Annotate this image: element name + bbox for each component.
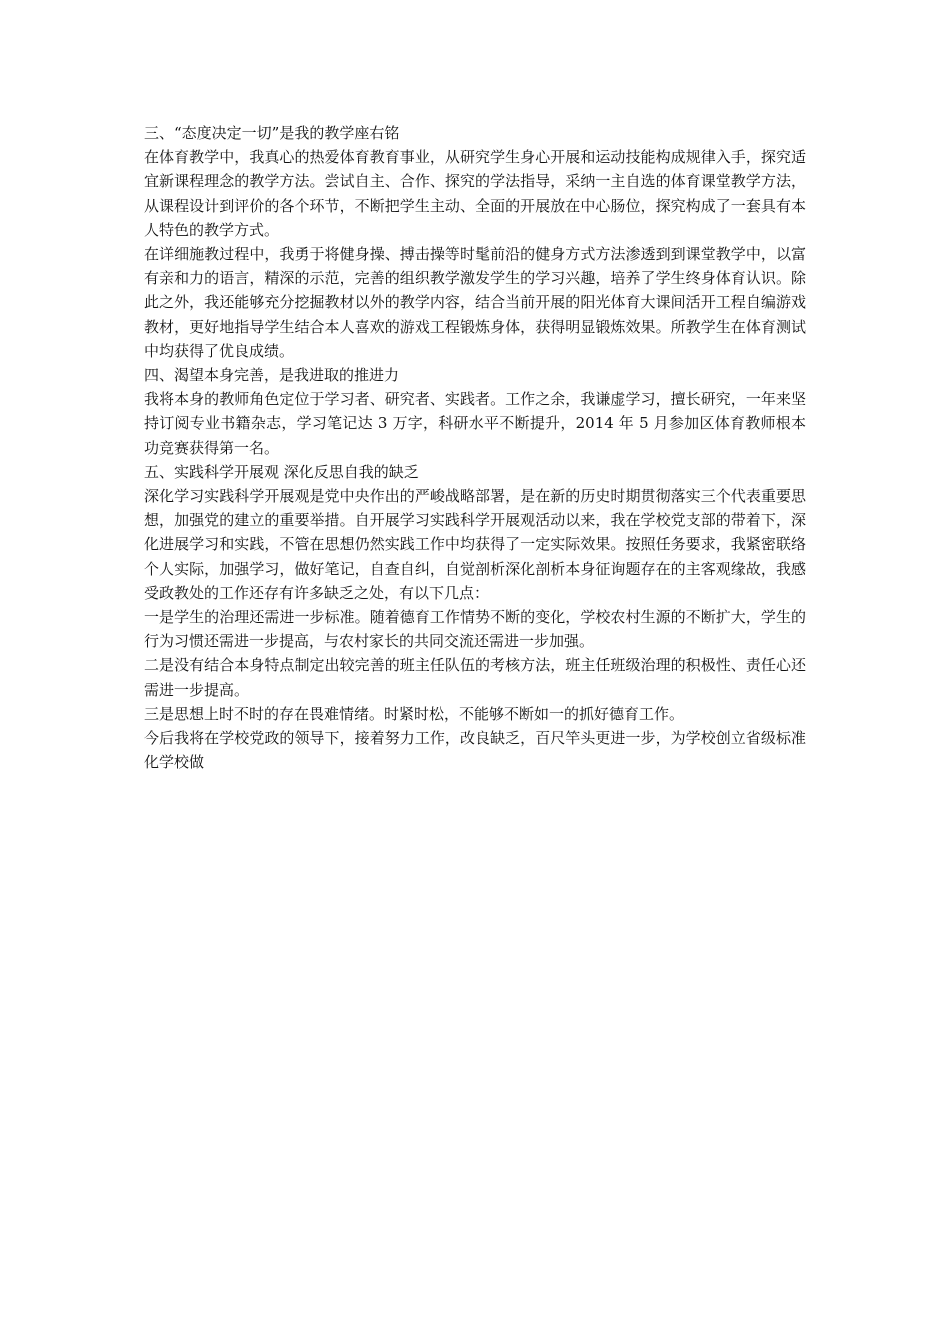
closing-paragraph: 今后我将在学校党政的领导下，接着努力工作，改良缺乏，百尺竿头更进一步，为学校创立省级标准化学校做 [144, 729, 806, 772]
list-item-3: 三是思想上时不时的存在畏难情绪。时紧时松，不能够不断如一的抓好德育工作。 [144, 704, 685, 723]
paragraph: 我将本身的教师角色定位于学习者、研究者、实践者。工作之余，我谦虚学习，擅长研究，一年来坚持订阅专业书籍杂志，学习笔记达 3 万字，科研水平不断提升，2014 年 5 月参加区体育教师根本功竞赛获得第一名。 [144, 390, 806, 457]
list-item-1: 一是学生的治理还需进一步标准。随着德育工作情势不断的变化，学校农村生源的不断扩大，学生的行为习惯还需进一步提高，与农村家长的共同交流还需进一步加强。 [144, 608, 806, 651]
section-heading-3: 三、“态度决定一切”是我的教学座右铭 [144, 124, 400, 142]
paragraph: 在详细施教过程中，我勇于将健身操、搏击操等时髦前沿的健身方式方法渗透到到课堂教学中，以富有亲和力的语言，精深的示范，完善的组织教学激发学生的学习兴趣，培养了学生终身体育认识。除此之外，我还能够充分挖掘教材以外的教学内容，结合当前开展的阳光体育大课间活开工程自编游戏教材，更好地指导学生结合本人喜欢的游戏工程锻炼身体，获得明显锻炼效果。所教学生在体育测试中均获得了优良成绩。 [144, 245, 806, 360]
paragraph: 深化学习实践科学开展观是党中央作出的严峻战略部署，是在新的历史时期贯彻落实三个代表重要思想，加强党的建立的重要举措。自开展学习实践科学开展观活动以来，我在学校党支部的带着下，深化进展学习和实践，不管在思想仍然实践工作中均获得了一定实际效果。按照任务要求，我紧密联络个人实际，加强学习，做好笔记，自查自纠，自觉剖析深化剖析本身征询题存在的主客观缘故，我感受政教处的工作还存有许多缺乏之处，有以下几点： [144, 487, 806, 602]
list-item-2: 二是没有结合本身特点制定出较完善的班主任队伍的考核方法，班主任班级治理的积极性、责任心还需进一步提高。 [144, 656, 806, 699]
section-heading-5: 五、实践科学开展观 深化反思自我的缺乏 [144, 462, 419, 481]
section-heading-4: 四、渴望本身完善，是我进取的推进力 [144, 366, 400, 385]
paragraph: 在体育教学中，我真心的热爱体育教育事业，从研究学生身心开展和运动技能构成规律入手，探究适宜新课程理念的教学方法。尝试自主、合作、探究的学法指导，采纳一主自选的体育课堂教学方法，从课程设计到评价的各个环节，不断把学生主动、全面的开展放在中心肠位，探究构成了一套具有本人特色的教学方式。 [144, 148, 806, 239]
document-body [144, 121, 806, 774]
